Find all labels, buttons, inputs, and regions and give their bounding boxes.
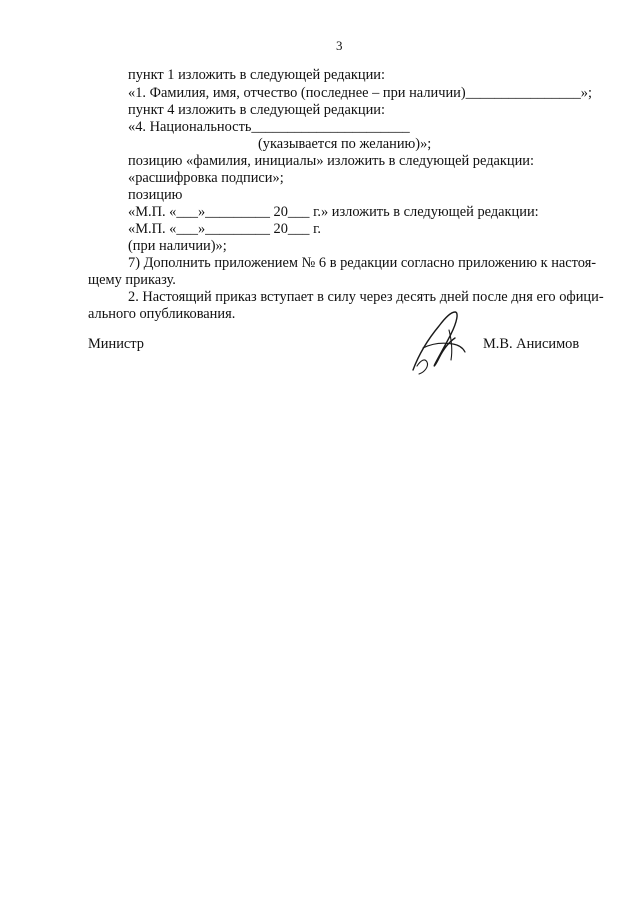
text-line-2: «1. Фамилия, имя, отчество (последнее – при наличии)________________»; (128, 85, 592, 101)
text-line-5: (указывается по желанию)»; (258, 136, 432, 152)
paragraph-7-line-1: 7) Дополнить приложением № 6 в редакции согласно приложению к настоя- (128, 255, 597, 271)
text-line-4: «4. Национальность______________________ (128, 119, 410, 135)
text-line-11: (при наличии)»; (128, 238, 227, 254)
text-line-7: «расшифровка подписи»; (128, 170, 284, 186)
text-line-9: «М.П. «___»_________ 20___ г.» изложить в следующей редакции: (128, 204, 539, 220)
paragraph-7-line-2: щему приказу. (88, 272, 176, 288)
text-line-8: позицию (128, 187, 183, 203)
signatory-position: Министр (88, 336, 144, 352)
signature-icon (405, 308, 475, 378)
text-line-3: пункт 4 изложить в следующей редакции: (128, 102, 385, 118)
signatory-name: М.В. Анисимов (483, 336, 580, 352)
paragraph-2-line-2: ального опубликования. (88, 306, 236, 322)
paragraph-2-line-1: 2. Настоящий приказ вступает в силу через десять дней после дня его офици- (128, 289, 604, 305)
text-line-6: позицию «фамилия, инициалы» изложить в следующей редакции: (128, 153, 534, 169)
page-number: 3 (336, 38, 343, 53)
text-line-10: «М.П. «___»_________ 20___ г. (128, 221, 321, 237)
text-line-1: пункт 1 изложить в следующей редакции: (128, 67, 385, 83)
